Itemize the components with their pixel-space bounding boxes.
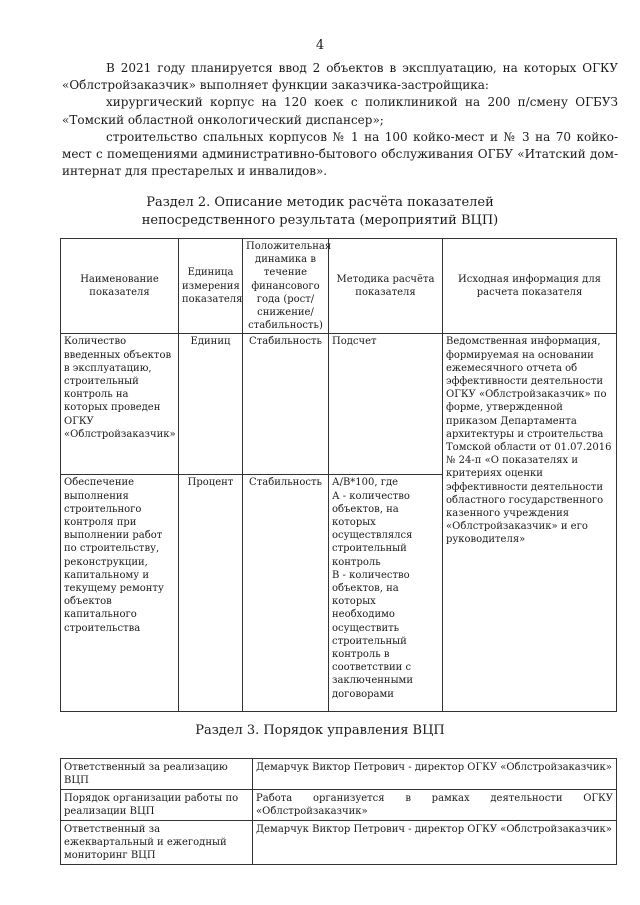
- table-row: [61, 821, 617, 865]
- indicator-method: [329, 475, 443, 712]
- indicator-name: Количество введенных объектов в эксплуатацию, строительный контроль на которых проведен ОГКУ «Облстройзаказчик»: [61, 334, 179, 475]
- intro-paragraph: В 2021 году планируется ввод 2 объектов в эксплуатацию, на которых ОГКУ «Облстройзаказчик» выполняет функции заказчика-застройщика:: [62, 61, 618, 93]
- table-row: [61, 334, 617, 475]
- row-value: Демарчук Виктор Петрович - директор ОГКУ «Облстройзаказчик»: [253, 759, 617, 790]
- intro-text: [62, 60, 618, 180]
- row-value-line: Работа организуется в рамках деятельности ОГКУ: [256, 793, 613, 804]
- section-2-title: [0, 194, 640, 230]
- source-info: Ведомственная информация, формируемая на основании ежемесячного отчета об эффективности деятельности ОГКУ «Облстройзаказчик» по форме, утвержденной приказом Департамента архитектуры и строительства Томской области от 01.07.2016 № 24-п «О показателях и критериях оценки эффективности деятельности областного государственного казенного учреждения «Облстройзаказчик» и его руководителя»: [443, 334, 617, 712]
- table-header-row: [61, 239, 617, 334]
- row-label: Ответственный за реализацию ВЦП: [61, 759, 253, 790]
- row-value: [253, 790, 617, 821]
- method-formula: А/В*100, где: [332, 477, 399, 489]
- indicator-method: Подсчет: [329, 334, 443, 475]
- indicator-dynamics: Стабильность: [243, 475, 329, 712]
- section-2-title-line: непосредственного результата (мероприятий ВЦП): [141, 213, 499, 228]
- section-3-title: Раздел 3. Порядок управления ВЦП: [195, 723, 445, 738]
- row-value-line: «Облстройзаказчик»: [256, 806, 368, 817]
- row-label: Ответственный за ежеквартальный и ежегодный мониторинг ВЦП: [61, 821, 253, 865]
- section-2-title-line: Раздел 2. Описание методик расчёта показателей: [146, 195, 494, 210]
- indicator-unit: Единиц: [179, 334, 243, 475]
- methods-table: [60, 238, 617, 712]
- header-cell: Единица измерения показателя: [179, 239, 243, 334]
- header-cell: Методика расчёта показателя: [329, 239, 443, 334]
- header-cell: Положительная динамика в течение финансового года (рост/снижение/ стабильность): [243, 239, 329, 334]
- method-variable-a: А - количество объектов, на которых осуществлялся строительный контроль: [332, 490, 413, 568]
- header-cell: Наименование показателя: [61, 239, 179, 334]
- row-value: Демарчук Виктор Петрович - директор ОГКУ «Облстройзаказчик»: [253, 821, 617, 865]
- indicator-dynamics: Стабильность: [243, 334, 329, 475]
- method-variable-b: В - количество объектов, на которых необходимо осуществить строительный контроль в соответствии с заключенными договорами: [332, 569, 413, 700]
- intro-paragraph: хирургический корпус на 120 коек с поликлиникой на 200 п/смену ОГБУЗ «Томский областной онкологический диспансер»;: [62, 95, 618, 127]
- table-row: [61, 790, 617, 821]
- page-number: 4: [315, 38, 325, 53]
- indicator-name: Обеспечение выполнения строительного контроля при выполнении работ по строительству, реконструкции, капитальному и текущему ремонту объектов капитального строительства: [61, 475, 179, 712]
- row-label: Порядок организации работы по реализации ВЦП: [61, 790, 253, 821]
- table-row: [61, 759, 617, 790]
- management-table: [60, 758, 617, 865]
- indicator-unit: Процент: [179, 475, 243, 712]
- intro-paragraph: строительство спальных корпусов № 1 на 100 койко-мест и № 3 на 70 койко-мест с помещениями административно-бытового обслуживания ОГБУ «Итатский дом-интернат для престарелых и инвалидов».: [62, 129, 618, 179]
- header-cell: Исходная информация для расчета показателя: [443, 239, 617, 334]
